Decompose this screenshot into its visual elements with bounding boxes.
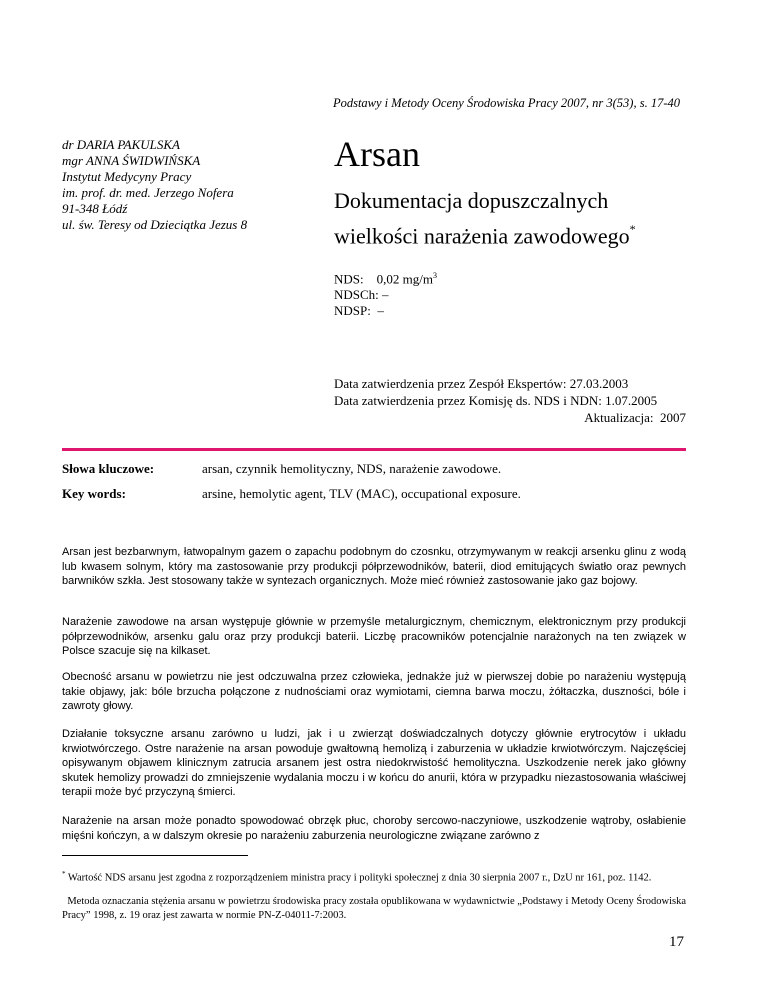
footnote-2 <box>62 895 686 922</box>
nds-exponent: 3 <box>432 271 437 280</box>
update-year: Aktualizacja: 2007 <box>584 410 686 425</box>
address-line: 91-348 Łódź <box>62 201 128 216</box>
keywords-en-label: Key words: <box>62 486 126 501</box>
paragraph: Narażenie na arsan może ponadto spowodować obrzęk płuc, choroby sercowo-naczyniowe, uszkodzenie wątroby, osłabienie mięśni kończyn, a w dalszym okresie po narażeniu zaburzenia neurologiczne związane zarówno z <box>62 815 686 842</box>
subtitle-line-1: Dokumentacja dopuszczalnych <box>334 188 609 213</box>
exposure-limits <box>334 268 437 319</box>
footnote-marker: * <box>62 870 66 878</box>
author-line: dr DARIA PAKULSKA <box>62 137 180 152</box>
section-divider <box>62 448 686 451</box>
nds-row <box>334 268 437 287</box>
affiliation-line: im. prof. dr. med. Jerzego Nofera <box>62 185 234 200</box>
footnote-marker[interactable]: * <box>629 222 636 236</box>
paragraph: Obecność arsanu w powietrzu nie jest odczuwalna przez człowieka, jednakże już w pierwszej dobie po narażeniu występują takie objawy, jak: bóle brzucha połączone z nudnościami oraz wymiotami, ciemna barwa moczu, żółtaczka, duszności, bóle i zawroty głowy. <box>62 671 686 712</box>
page-title: Arsan <box>334 134 420 174</box>
nds-label: NDS: <box>334 271 364 287</box>
keywords-pl-value: arsan, czynnik hemolityczny, NDS, narażenie zawodowe. <box>202 461 502 476</box>
keywords-en-value: arsine, hemolytic agent, TLV (MAC), occupational exposure. <box>202 486 521 501</box>
footnote-text: Metoda oznaczania stężenia arsanu w powietrzu środowiska pracy została opublikowana w wydawnictwie „Podstawy i Metody Oceny Środowiska Pracy” 1998, z. 19 oraz jest zawarta w normie PN-Z-04011-7:2003. <box>62 896 687 921</box>
paragraph: Arsan jest bezbarwnym, łatwopalnym gazem o zapachu podobnym do czosnku, otrzymywanym w reakcji arsenku glinu z wodą lub kwasem solnym, który ma zastosowanie przy produkcji półprzewodników, baterii, diod emitujących światło oraz pewnych barwników szkła. Jest stosowany także w syntezach organicznych. Może mieć również zastosowanie jako gaz bojowy. <box>62 546 686 587</box>
approval-commission: Data zatwierdzenia przez Komisję ds. NDS i NDN: 1.07.2005 <box>334 393 658 408</box>
subtitle-text: wielkości narażenia zawodowego <box>334 223 630 249</box>
footnote-1 <box>62 868 686 885</box>
approval-experts: Data zatwierdzenia przez Zespół Ekspertów: 27.03.2003 <box>334 376 629 391</box>
keywords-pl-label: Słowa kluczowe: <box>62 461 155 476</box>
ndsch-row: NDSCh: – <box>334 287 389 303</box>
footnote-text: Wartość NDS arsanu jest zgodna z rozporządzeniem ministra pracy i polityki społecznej z dnia 30 sierpnia 2007 r., DzU nr 161, poz. 1142. <box>65 872 652 884</box>
nds-value: 0,02 mg/m <box>376 271 433 287</box>
affiliation-line: Instytut Medycyny Pracy <box>62 169 192 184</box>
address-line: ul. św. Teresy od Dzieciątka Jezus 8 <box>62 217 248 232</box>
paragraph: Narażenie zawodowe na arsan występuje głównie w przemyśle metalurgicznym, chemicznym, elektronicznym przy produkcji półprzewodników, arsenku galu oraz przy produkcji baterii. Liczbę pracowników potencjalnie narażonych na ten związek w Polsce szacuje się na kilkaset. <box>62 616 686 657</box>
journal-header: Podstawy i Metody Oceny Środowiska Pracy 2007, nr 3(53), s. 17-40 <box>332 96 680 110</box>
approval-dates <box>334 375 686 426</box>
subtitle-line-2 <box>334 216 636 251</box>
subtitle <box>334 186 636 251</box>
page-number: 17 <box>669 934 684 950</box>
paragraph: Działanie toksyczne arsanu zarówno u ludzi, jak i u zwierząt doświadczalnych dotyczy głównie erytrocytów i układu krwiotwórczego. Ostre narażenie na arsan powoduje gwałtowną hemolizą i zaburzenia w układzie krwiotwórczym. Najczęściej opisywanym objawem klinicznym zatrucia arsanem jest ostra niedokrwistość hemolityczna. Uszkodzenie nerek jako główny skutek hemolizy prowadzi do zmniejszenie wydalania moczu i w końcu do anurii, która w przypadku niezastosowania właściwej terapii może być przyczyną śmierci. <box>62 728 686 798</box>
author-block <box>62 137 247 233</box>
footnote-separator <box>62 855 248 856</box>
author-line: mgr ANNA ŚWIDWIŃSKA <box>62 153 201 168</box>
ndsp-row: NDSP: – <box>334 303 384 319</box>
